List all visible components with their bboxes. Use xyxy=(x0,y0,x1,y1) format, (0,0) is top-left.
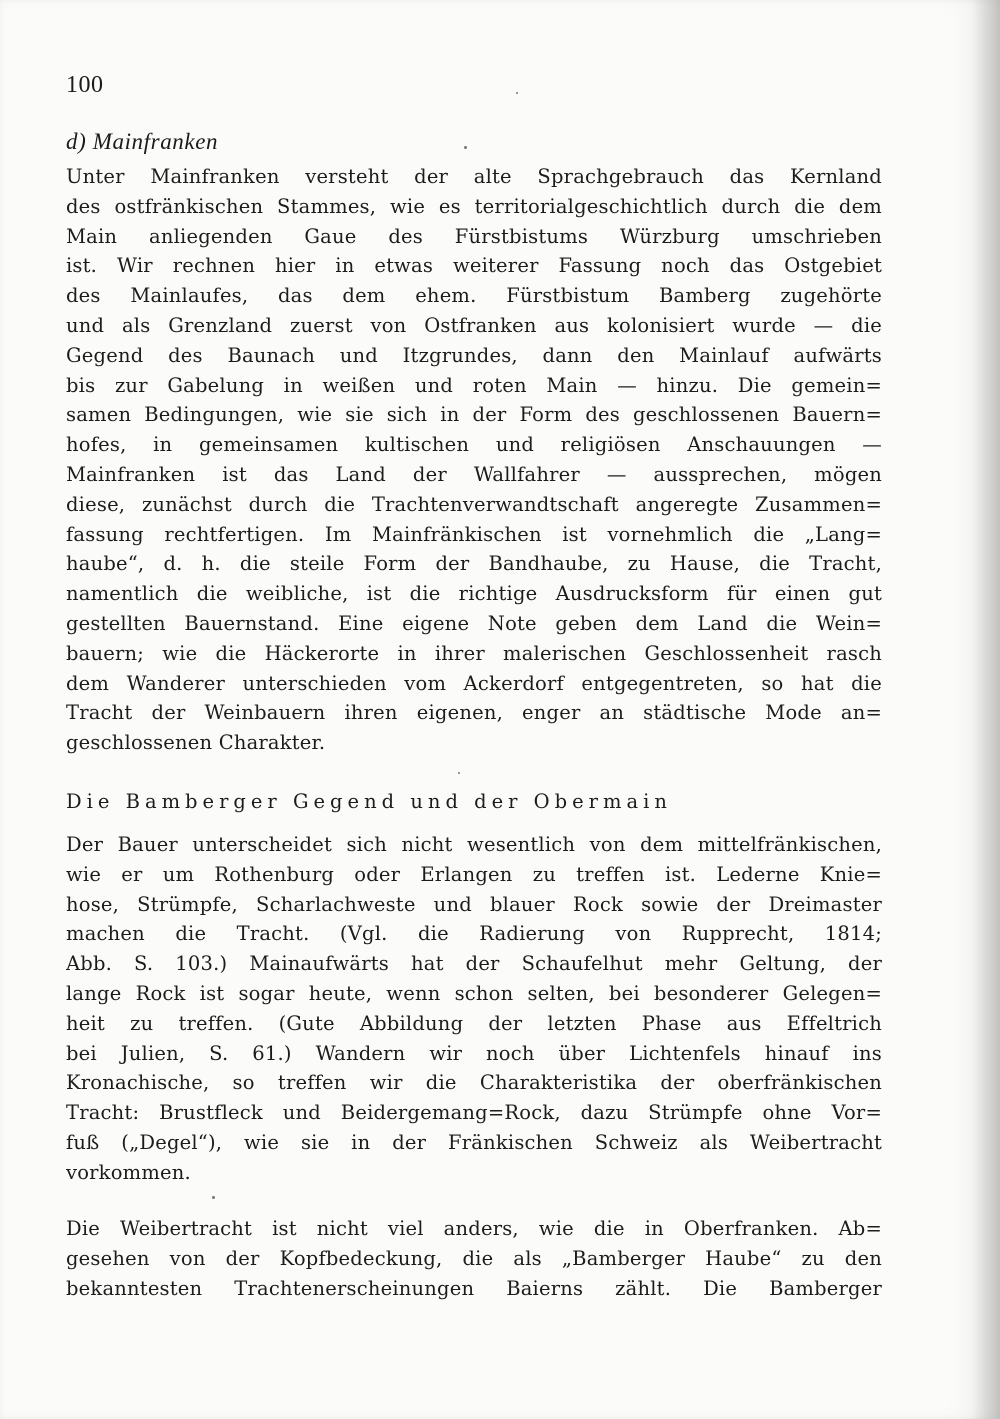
text-line: vorkommen. xyxy=(66,1160,191,1184)
text-line: diese, zunächst durch die Trachtenverwandtschaft angeregte Zusammen= xyxy=(66,492,882,516)
paper-speck xyxy=(516,92,518,94)
text-line: ist. Wir rechnen hier in etwas weiterer Fassung noch das Ostgebiet xyxy=(66,254,882,278)
text-line: bei Julien, S. 61.) Wandern wir noch über Lichtenfels hinauf ins xyxy=(66,1041,882,1065)
text-line: Mainfranken ist das Land der Wallfahrer — aussprechen, mögen xyxy=(66,462,882,486)
text-line: samen Bedingungen, wie sie sich in der Form des geschlossenen Bauern= xyxy=(66,403,882,427)
text-line: Main anliegenden Gaue des Fürstbistums Würzburg umschrieben xyxy=(66,224,882,248)
paragraph-mainfranken xyxy=(66,162,882,758)
text-line: haube“, d. h. die steile Form der Bandhaube, zu Hause, die Tracht, xyxy=(66,552,882,576)
text-line: machen die Tracht. (Vgl. die Radierung von Rupprecht, 1814; xyxy=(66,922,882,946)
text-line: Tracht der Weinbauern ihren eigenen, enger an städtische Mode an= xyxy=(66,701,882,725)
text-line: Unter Mainfranken versteht der alte Sprachgebrauch das Kernland xyxy=(66,165,882,188)
text-line: gestellten Bauernstand. Eine eigene Note geben dem Land die Wein= xyxy=(66,611,882,635)
text-line: hofes, in gemeinsamen kultischen und religiösen Anschauungen — xyxy=(66,433,882,457)
paper-speck xyxy=(212,1196,215,1199)
text-line: geschlossenen Charakter. xyxy=(66,731,326,755)
text-line: gesehen von der Kopfbedeckung, die als „Bamberger Haube“ zu den xyxy=(66,1246,882,1270)
subheading-bamberger-gegend: Die Bamberger Gegend und der Obermain xyxy=(66,790,672,813)
text-line: bauern; wie die Häckerorte in ihrer malerischen Geschlossenheit rasch xyxy=(66,641,882,665)
text-line: namentlich die weibliche, ist die richtige Ausdrucksform für einen gut xyxy=(66,582,882,606)
text-line: bekanntesten Trachtenerscheinungen Baierns zählt. Die Bamberger xyxy=(66,1276,882,1300)
page-number: 100 xyxy=(66,72,104,98)
paper-speck xyxy=(464,146,467,149)
paper-speck xyxy=(458,772,460,774)
paragraph-bauer xyxy=(66,830,882,1188)
text-line: fassung rechtfertigen. Im Mainfränkischen ist vornehmlich die „Lang= xyxy=(66,522,882,546)
text-line: lange Rock ist sogar heute, wenn schon selten, bei besonderer Gelegen= xyxy=(66,981,882,1005)
text-line: des Mainlaufes, das dem ehem. Fürstbistum Bamberg zugehörte xyxy=(66,284,882,308)
text-line: und als Grenzland zuerst von Ostfranken aus kolonisiert wurde — die xyxy=(66,313,882,337)
text-line: fuß („Degel“), wie sie in der Fränkischen Schweiz als Weibertracht xyxy=(66,1130,882,1154)
text-line: des ostfränkischen Stammes, wie es territorialgeschichtlich durch die dem xyxy=(66,194,882,218)
text-line: wie er um Rothenburg oder Erlangen zu treffen ist. Lederne Knie= xyxy=(66,862,882,886)
page-edge-shadow xyxy=(972,0,1000,1419)
text-line: dem Wanderer unterschieden vom Ackerdorf entgegentreten, so hat die xyxy=(66,671,882,695)
text-line: heit zu treffen. (Gute Abbildung der letzten Phase aus Effeltrich xyxy=(66,1011,882,1035)
text-line: hose, Strümpfe, Scharlachweste und blauer Rock sowie der Dreimaster xyxy=(66,892,882,916)
text-line: Tracht: Brustfleck und Beidergemang=Rock, dazu Strümpfe ohne Vor= xyxy=(66,1101,882,1125)
text-line: Die Weibertracht ist nicht viel anders, wie die in Oberfranken. Ab= xyxy=(66,1217,882,1240)
paragraph-weibertracht xyxy=(66,1214,882,1303)
text-line: Der Bauer unterscheidet sich nicht wesentlich von dem mittelfränkischen, xyxy=(66,833,882,856)
text-line: Kronachische, so treffen wir die Charakteristika der oberfränkischen xyxy=(66,1071,882,1095)
section-heading: d) Mainfranken xyxy=(66,129,219,154)
text-line: Abb. S. 103.) Mainaufwärts hat der Schaufelhut mehr Geltung, der xyxy=(66,952,882,976)
text-line: Gegend des Baunach und Itzgrundes, dann den Mainlauf aufwärts xyxy=(66,343,882,367)
text-line: bis zur Gabelung in weißen und roten Main — hinzu. Die gemein= xyxy=(66,373,882,397)
